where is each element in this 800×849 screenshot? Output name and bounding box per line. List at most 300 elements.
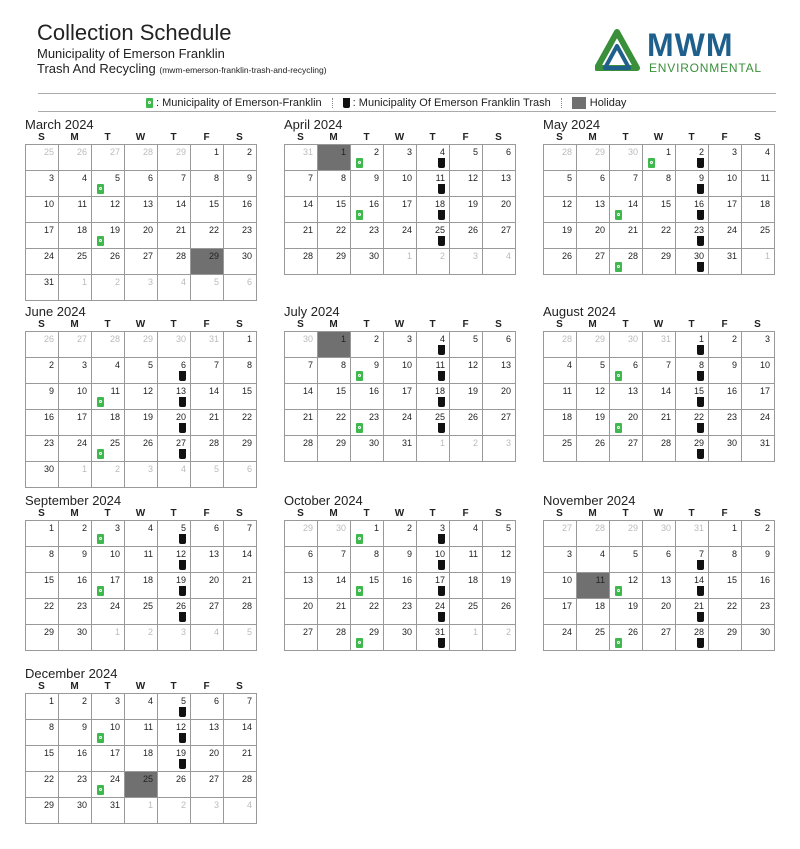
adjacent-month-day [125,145,158,171]
day-number: 25 [109,438,120,448]
trash-bin-icon [697,210,704,220]
day-number: 30 [175,334,186,344]
day-cell [351,384,384,410]
trash-bin-icon [179,397,186,407]
day-number: 2 [180,800,186,810]
day-cell [26,249,59,275]
legend-holiday-label: Holiday [589,96,627,109]
weekday-label: F [462,132,469,143]
day-number: 16 [693,199,704,209]
day-number: 5 [180,696,186,706]
day-cell [191,145,224,171]
day-cell [26,746,59,772]
day-cell [224,410,257,436]
weekday-label: M [70,319,79,330]
day-cell [191,521,224,547]
day-number: 28 [693,627,704,637]
day-cell [224,332,257,358]
day-number: 10 [561,575,572,585]
weekday-label: T [363,132,370,143]
day-cell [92,599,125,625]
day-cell [224,358,257,384]
day-number: 29 [208,251,219,261]
day-cell [224,197,257,223]
day-number: 20 [142,225,153,235]
day-cell [318,249,351,275]
day-cell [59,573,92,599]
day-number: 20 [175,412,186,422]
weekday-label: S [495,319,502,330]
day-number: 6 [505,334,511,344]
day-cell [709,625,742,651]
trash-bin-icon [438,612,445,622]
day-cell [125,521,158,547]
day-number: 5 [472,147,478,157]
day-cell [59,521,92,547]
day-cell [351,332,384,358]
day-cell [59,358,92,384]
trash-bin-icon [438,586,445,596]
trash-bin-icon [343,98,350,108]
day-cell [224,171,257,197]
day-number: 30 [759,627,770,637]
day-cell [224,694,257,720]
day-number: 9 [698,173,704,183]
day-cell [742,384,775,410]
day-cell [610,223,643,249]
day-cell [450,197,483,223]
day-number: 28 [109,334,120,344]
day-cell [26,798,59,824]
day-number: 22 [660,225,671,235]
trash-bin-icon [697,560,704,570]
day-cell [125,547,158,573]
day-number: 1 [147,800,153,810]
day-number: 27 [302,627,313,637]
day-number: 1 [373,523,379,533]
day-cell [577,223,610,249]
day-number: 11 [143,549,153,559]
day-number: 4 [147,696,153,706]
day-number: 6 [213,523,219,533]
day-cell [158,573,191,599]
day-number: 15 [335,199,346,209]
weekday-label: F [203,319,210,330]
day-number: 10 [76,386,87,396]
day-number: 27 [142,251,153,261]
legend-divider [561,98,562,108]
day-cell [676,197,709,223]
day-number: 15 [335,386,346,396]
adjacent-month-day [92,275,125,301]
day-number: 30 [76,800,87,810]
day-cell [158,436,191,462]
day-cell [191,197,224,223]
day-number: 28 [241,601,252,611]
day-number: 8 [340,173,346,183]
day-number: 8 [698,360,704,370]
day-number: 25 [561,438,572,448]
day-cell [318,197,351,223]
day-number: 17 [109,575,120,585]
adjacent-month-day [417,436,450,462]
day-cell [742,358,775,384]
day-number: 25 [594,627,605,637]
day-cell [544,384,577,410]
day-cell [26,436,59,462]
day-cell [577,249,610,275]
day-cell [191,694,224,720]
day-number: 22 [241,412,252,422]
day-number: 21 [335,601,346,611]
day-number: 5 [180,523,186,533]
adjacent-month-day [417,249,450,275]
day-cell [158,358,191,384]
day-number: 12 [109,199,120,209]
day-cell [450,599,483,625]
day-number: 25 [467,601,478,611]
weekday-label: T [363,508,370,519]
day-number: 5 [147,360,153,370]
day-number: 27 [594,251,605,261]
weekday-header [25,132,256,143]
day-cell [59,720,92,746]
day-number: 1 [731,523,737,533]
day-cell [285,625,318,651]
day-cell [351,410,384,436]
day-number: 18 [434,199,445,209]
day-cell [92,720,125,746]
day-cell [26,694,59,720]
adjacent-month-day [158,798,191,824]
trash-bin-icon [179,733,186,743]
month-calendar [25,493,258,637]
day-number: 12 [175,722,186,732]
day-number: 9 [373,360,379,370]
day-number: 2 [114,464,120,474]
day-number: 15 [241,386,252,396]
day-cell [318,358,351,384]
day-cell [92,436,125,462]
day-number: 30 [627,334,638,344]
weekday-header [284,132,515,143]
weekday-label: M [70,508,79,519]
weekday-label: W [394,132,405,143]
day-number: 9 [81,549,87,559]
day-cell [544,599,577,625]
day-number: 3 [81,360,87,370]
day-number: 11 [143,722,153,732]
day-number: 6 [599,173,605,183]
day-cell [26,410,59,436]
day-number: 22 [43,601,54,611]
day-number: 29 [693,438,704,448]
day-cell [643,145,676,171]
weekday-header [543,319,774,330]
day-grid [543,331,775,462]
day-cell [59,171,92,197]
day-number: 3 [472,251,478,261]
day-cell [191,436,224,462]
day-number: 18 [759,199,770,209]
day-cell [158,521,191,547]
day-cell [742,436,775,462]
recycling-bin-icon [615,638,622,648]
day-cell [158,384,191,410]
day-grid [25,520,257,651]
day-number: 24 [76,438,87,448]
day-number: 21 [208,412,219,422]
day-number: 3 [731,147,737,157]
day-cell [26,171,59,197]
day-cell [417,599,450,625]
weekday-label: T [688,319,695,330]
adjacent-month-day [610,332,643,358]
day-number: 13 [208,549,219,559]
day-number: 29 [335,251,346,261]
adjacent-month-day [92,332,125,358]
day-cell [544,223,577,249]
day-number: 1 [213,147,219,157]
day-cell [384,358,417,384]
day-cell [577,547,610,573]
day-number: 29 [241,438,252,448]
day-cell [676,384,709,410]
adjacent-month-day [483,436,516,462]
adjacent-month-day [125,625,158,651]
day-number: 16 [76,748,87,758]
month-calendar [543,304,776,448]
adjacent-month-day [191,625,224,651]
weekday-label: S [495,508,502,519]
day-number: 23 [401,601,412,611]
day-number: 10 [109,722,120,732]
day-number: 3 [180,627,186,637]
month-title: March 2024 [25,117,94,132]
adjacent-month-day [318,521,351,547]
day-number: 29 [660,251,671,261]
day-cell [544,573,577,599]
holiday-swatch-icon [572,97,586,109]
service-label: Trash And Recycling [37,61,156,76]
adjacent-month-day [191,462,224,488]
day-cell [384,332,417,358]
day-number: 14 [241,722,252,732]
weekday-label: S [38,681,45,692]
day-number: 28 [241,774,252,784]
day-cell [676,332,709,358]
trash-bin-icon [179,759,186,769]
day-cell [285,547,318,573]
legend [38,93,776,112]
day-number: 29 [627,523,638,533]
day-cell [92,249,125,275]
day-cell [610,171,643,197]
day-number: 26 [76,147,87,157]
day-number: 16 [43,412,54,422]
day-number: 19 [561,225,572,235]
day-cell [59,772,92,798]
weekday-header [543,132,774,143]
day-cell [285,223,318,249]
day-cell [318,625,351,651]
day-cell [92,384,125,410]
day-number: 9 [373,173,379,183]
day-cell [483,171,516,197]
day-number: 29 [726,627,737,637]
day-cell [384,223,417,249]
recycling-bin-icon [97,785,104,795]
trash-bin-icon [438,371,445,381]
day-number: 29 [594,147,605,157]
day-cell [450,410,483,436]
day-number: 24 [561,627,572,637]
weekday-label: T [622,132,629,143]
recycling-bin-icon [356,423,363,433]
day-cell [417,410,450,436]
day-number: 25 [759,225,770,235]
day-cell [742,599,775,625]
day-number: 12 [561,199,572,209]
day-number: 1 [406,251,412,261]
recycling-bin-icon [615,262,622,272]
day-grid [284,520,516,651]
day-number: 10 [759,360,770,370]
weekday-label: M [70,681,79,692]
day-number: 27 [109,147,120,157]
weekday-label: F [203,508,210,519]
day-cell [643,358,676,384]
trash-bin-icon [179,560,186,570]
day-number: 3 [566,549,572,559]
day-number: 31 [693,523,704,533]
day-number: 31 [759,438,770,448]
day-cell [610,410,643,436]
recycling-bin-icon [97,449,104,459]
adjacent-month-day [191,332,224,358]
weekday-header [25,319,256,330]
day-cell [709,410,742,436]
month-title: May 2024 [543,117,601,132]
weekday-label: M [588,508,597,519]
day-cell [224,436,257,462]
day-cell [224,223,257,249]
day-number: 12 [467,173,478,183]
day-cell [384,384,417,410]
day-cell [742,410,775,436]
day-cell [158,197,191,223]
recycling-bin-icon [97,184,104,194]
day-cell [92,410,125,436]
day-cell [676,547,709,573]
day-cell [158,171,191,197]
day-number: 1 [764,251,770,261]
weekday-label: W [135,319,146,330]
day-number: 15 [660,199,671,209]
day-number: 30 [660,523,671,533]
recycling-bin-icon [648,158,655,168]
day-number: 6 [246,464,252,474]
weekday-label: T [170,681,177,692]
trash-bin-icon [697,449,704,459]
adjacent-month-day [26,145,59,171]
day-cell [224,145,257,171]
day-cell [59,798,92,824]
day-number: 12 [500,549,511,559]
day-cell [92,694,125,720]
weekday-label: S [236,508,243,519]
day-number: 12 [627,575,638,585]
day-number: 10 [434,549,445,559]
day-cell [125,720,158,746]
day-cell [676,625,709,651]
day-cell [224,573,257,599]
trash-bin-icon [438,184,445,194]
day-number: 26 [43,334,54,344]
trash-bin-icon [179,534,186,544]
weekday-label: W [135,681,146,692]
day-cell [318,547,351,573]
day-number: 9 [48,386,54,396]
day-cell [59,410,92,436]
trash-bin-icon [697,236,704,246]
weekday-label: F [462,319,469,330]
recycling-bin-icon [615,423,622,433]
day-number: 4 [566,360,572,370]
day-number: 16 [241,199,252,209]
day-number: 20 [500,199,511,209]
trash-bin-icon [697,345,704,355]
recycling-bin-icon [356,371,363,381]
day-number: 15 [693,386,704,396]
day-number: 20 [208,748,219,758]
day-cell [384,145,417,171]
day-number: 28 [594,523,605,533]
day-cell [709,249,742,275]
day-cell [450,384,483,410]
day-number: 28 [302,438,313,448]
day-cell [125,171,158,197]
recycling-bin-icon [356,534,363,544]
day-number: 11 [562,386,572,396]
weekday-label: T [429,319,436,330]
day-number: 23 [241,225,252,235]
day-cell [643,436,676,462]
day-cell [544,171,577,197]
weekday-label: F [203,132,210,143]
day-number: 6 [180,360,186,370]
day-number: 6 [147,173,153,183]
day-cell [742,547,775,573]
day-number: 2 [246,147,252,157]
trash-bin-icon [179,371,186,381]
day-cell [92,746,125,772]
day-number: 2 [764,523,770,533]
day-number: 28 [561,147,572,157]
day-number: 24 [43,251,54,261]
day-cell [191,720,224,746]
legend-trash-label: : Municipality Of Emerson Franklin Trash [352,96,551,109]
day-number: 1 [81,464,87,474]
day-number: 25 [142,601,153,611]
day-number: 14 [627,199,638,209]
day-number: 11 [760,173,770,183]
weekday-label: T [104,508,111,519]
month-title: October 2024 [284,493,363,508]
day-number: 26 [467,225,478,235]
day-number: 27 [175,438,186,448]
day-cell [709,332,742,358]
